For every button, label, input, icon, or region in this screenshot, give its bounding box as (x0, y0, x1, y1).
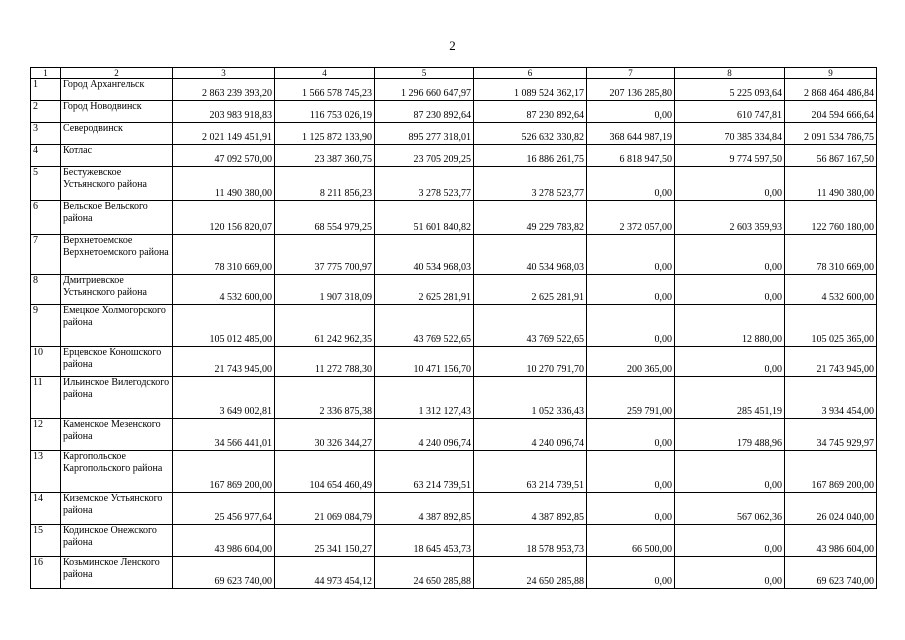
value-cell-col-3: 69 623 740,00 (173, 557, 275, 589)
value-cell-col-6: 4 240 096,74 (474, 419, 587, 451)
value-cell-col-9: 4 532 600,00 (785, 275, 877, 305)
municipality-name: Северодвинск (61, 123, 173, 145)
value-cell-col-9: 3 934 454,00 (785, 377, 877, 419)
value-cell-col-6: 18 578 953,73 (474, 525, 587, 557)
column-header-9: 9 (785, 68, 877, 79)
value-cell-col-7: 0,00 (587, 101, 675, 123)
value-cell-col-6: 40 534 968,03 (474, 235, 587, 275)
value-cell-col-7: 200 365,00 (587, 347, 675, 377)
value-cell-col-3: 47 092 570,00 (173, 145, 275, 167)
municipality-name: Киземское Устьянского района (61, 493, 173, 525)
row-number: 8 (31, 275, 61, 305)
value-cell-col-5: 87 230 892,64 (375, 101, 474, 123)
value-cell-col-5: 10 471 156,70 (375, 347, 474, 377)
value-cell-col-3: 105 012 485,00 (173, 305, 275, 347)
value-cell-col-5: 895 277 318,01 (375, 123, 474, 145)
municipality-name: Город Архангельск (61, 79, 173, 101)
value-cell-col-3: 43 986 604,00 (173, 525, 275, 557)
row-number: 1 (31, 79, 61, 101)
value-cell-col-9: 11 490 380,00 (785, 167, 877, 201)
value-cell-col-9: 34 745 929,97 (785, 419, 877, 451)
value-cell-col-5: 1 296 660 647,97 (375, 79, 474, 101)
value-cell-col-5: 4 387 892,85 (375, 493, 474, 525)
value-cell-col-5: 1 312 127,43 (375, 377, 474, 419)
value-cell-col-4: 11 272 788,30 (275, 347, 375, 377)
value-cell-col-6: 49 229 783,82 (474, 201, 587, 235)
row-number: 15 (31, 525, 61, 557)
column-header-6: 6 (474, 68, 587, 79)
value-cell-col-4: 104 654 460,49 (275, 451, 375, 493)
value-cell-col-7: 6 818 947,50 (587, 145, 675, 167)
municipality-name: Ерцевское Коношского района (61, 347, 173, 377)
value-cell-col-8: 9 774 597,50 (675, 145, 785, 167)
value-cell-col-8: 12 880,00 (675, 305, 785, 347)
value-cell-col-4: 1 566 578 745,23 (275, 79, 375, 101)
value-cell-col-5: 4 240 096,74 (375, 419, 474, 451)
value-cell-col-5: 51 601 840,82 (375, 201, 474, 235)
value-cell-col-5: 63 214 739,51 (375, 451, 474, 493)
municipality-name: Кодинское Онежского района (61, 525, 173, 557)
value-cell-col-9: 122 760 180,00 (785, 201, 877, 235)
value-cell-col-5: 2 625 281,91 (375, 275, 474, 305)
value-cell-col-6: 10 270 791,70 (474, 347, 587, 377)
value-cell-col-8: 70 385 334,84 (675, 123, 785, 145)
value-cell-col-7: 0,00 (587, 235, 675, 275)
municipality-name: Емецкое Холмогорского района (61, 305, 173, 347)
value-cell-col-5: 24 650 285,88 (375, 557, 474, 589)
value-cell-col-9: 69 623 740,00 (785, 557, 877, 589)
municipality-name: Вельское Вельского района (61, 201, 173, 235)
municipality-name: Ильинское Вилегодского района (61, 377, 173, 419)
value-cell-col-9: 167 869 200,00 (785, 451, 877, 493)
value-cell-col-3: 120 156 820,07 (173, 201, 275, 235)
value-cell-col-8: 0,00 (675, 347, 785, 377)
value-cell-col-4: 21 069 084,79 (275, 493, 375, 525)
value-cell-col-3: 2 863 239 393,20 (173, 79, 275, 101)
value-cell-col-8: 0,00 (675, 557, 785, 589)
row-number: 6 (31, 201, 61, 235)
budget-table (30, 67, 877, 589)
value-cell-col-7: 0,00 (587, 451, 675, 493)
value-cell-col-5: 23 705 209,25 (375, 145, 474, 167)
municipality-name: Каменское Мезенского района (61, 419, 173, 451)
row-number: 3 (31, 123, 61, 145)
table-row (31, 493, 877, 525)
value-cell-col-3: 167 869 200,00 (173, 451, 275, 493)
value-cell-col-4: 2 336 875,38 (275, 377, 375, 419)
value-cell-col-9: 105 025 365,00 (785, 305, 877, 347)
row-number: 2 (31, 101, 61, 123)
value-cell-col-9: 2 091 534 786,75 (785, 123, 877, 145)
value-cell-col-4: 1 125 872 133,90 (275, 123, 375, 145)
row-number: 7 (31, 235, 61, 275)
value-cell-col-6: 526 632 330,82 (474, 123, 587, 145)
value-cell-col-3: 2 021 149 451,91 (173, 123, 275, 145)
municipality-name: Каргопольское Каргопольского района (61, 451, 173, 493)
header-row (31, 68, 877, 79)
value-cell-col-7: 0,00 (587, 275, 675, 305)
value-cell-col-8: 610 747,81 (675, 101, 785, 123)
table-row (31, 347, 877, 377)
value-cell-col-8: 0,00 (675, 235, 785, 275)
value-cell-col-3: 78 310 669,00 (173, 235, 275, 275)
row-number: 4 (31, 145, 61, 167)
value-cell-col-7: 0,00 (587, 557, 675, 589)
value-cell-col-4: 44 973 454,12 (275, 557, 375, 589)
row-number: 14 (31, 493, 61, 525)
table-row (31, 419, 877, 451)
page-number: 2 (449, 38, 456, 53)
municipality-name: Бестужевское Устьянского района (61, 167, 173, 201)
value-cell-col-6: 24 650 285,88 (474, 557, 587, 589)
value-cell-col-4: 61 242 962,35 (275, 305, 375, 347)
value-cell-col-3: 3 649 002,81 (173, 377, 275, 419)
value-cell-col-4: 23 387 360,75 (275, 145, 375, 167)
row-number: 11 (31, 377, 61, 419)
municipality-name: Котлас (61, 145, 173, 167)
value-cell-col-9: 43 986 604,00 (785, 525, 877, 557)
table-row (31, 235, 877, 275)
value-cell-col-7: 0,00 (587, 493, 675, 525)
value-cell-col-9: 2 868 464 486,84 (785, 79, 877, 101)
table-row (31, 79, 877, 101)
value-cell-col-5: 3 278 523,77 (375, 167, 474, 201)
municipality-name: Дмитриевское Устьянского района (61, 275, 173, 305)
value-cell-col-9: 204 594 666,64 (785, 101, 877, 123)
table-row (31, 201, 877, 235)
table-row (31, 101, 877, 123)
row-number: 10 (31, 347, 61, 377)
value-cell-col-6: 1 052 336,43 (474, 377, 587, 419)
column-header-2: 2 (61, 68, 173, 79)
value-cell-col-8: 0,00 (675, 167, 785, 201)
table-row (31, 305, 877, 347)
value-cell-col-4: 30 326 344,27 (275, 419, 375, 451)
value-cell-col-9: 21 743 945,00 (785, 347, 877, 377)
row-number: 9 (31, 305, 61, 347)
value-cell-col-8: 285 451,19 (675, 377, 785, 419)
value-cell-col-8: 0,00 (675, 275, 785, 305)
value-cell-col-3: 25 456 977,64 (173, 493, 275, 525)
value-cell-col-3: 11 490 380,00 (173, 167, 275, 201)
column-header-5: 5 (375, 68, 474, 79)
value-cell-col-4: 25 341 150,27 (275, 525, 375, 557)
value-cell-col-3: 4 532 600,00 (173, 275, 275, 305)
value-cell-col-6: 87 230 892,64 (474, 101, 587, 123)
municipality-name: Верхнетоемское Верхнетоемского района (61, 235, 173, 275)
table-row (31, 145, 877, 167)
value-cell-col-8: 179 488,96 (675, 419, 785, 451)
value-cell-col-7: 259 791,00 (587, 377, 675, 419)
value-cell-col-7: 0,00 (587, 167, 675, 201)
value-cell-col-7: 368 644 987,19 (587, 123, 675, 145)
value-cell-col-9: 56 867 167,50 (785, 145, 877, 167)
value-cell-col-6: 2 625 281,91 (474, 275, 587, 305)
table-row (31, 557, 877, 589)
value-cell-col-7: 2 372 057,00 (587, 201, 675, 235)
value-cell-col-8: 2 603 359,93 (675, 201, 785, 235)
value-cell-col-4: 37 775 700,97 (275, 235, 375, 275)
row-number: 12 (31, 419, 61, 451)
value-cell-col-9: 78 310 669,00 (785, 235, 877, 275)
column-header-3: 3 (173, 68, 275, 79)
value-cell-col-6: 1 089 524 362,17 (474, 79, 587, 101)
table-row (31, 377, 877, 419)
table-row (31, 123, 877, 145)
table-row (31, 275, 877, 305)
value-cell-col-4: 8 211 856,23 (275, 167, 375, 201)
row-number: 16 (31, 557, 61, 589)
column-header-7: 7 (587, 68, 675, 79)
column-header-4: 4 (275, 68, 375, 79)
value-cell-col-5: 40 534 968,03 (375, 235, 474, 275)
value-cell-col-3: 21 743 945,00 (173, 347, 275, 377)
column-header-8: 8 (675, 68, 785, 79)
municipality-name: Козьминское Ленского района (61, 557, 173, 589)
value-cell-col-6: 3 278 523,77 (474, 167, 587, 201)
table-row (31, 167, 877, 201)
value-cell-col-7: 207 136 285,80 (587, 79, 675, 101)
table-row (31, 451, 877, 493)
value-cell-col-5: 18 645 453,73 (375, 525, 474, 557)
row-number: 13 (31, 451, 61, 493)
value-cell-col-7: 0,00 (587, 305, 675, 347)
value-cell-col-9: 26 024 040,00 (785, 493, 877, 525)
table-row (31, 525, 877, 557)
value-cell-col-7: 0,00 (587, 419, 675, 451)
value-cell-col-6: 63 214 739,51 (474, 451, 587, 493)
row-number: 5 (31, 167, 61, 201)
value-cell-col-4: 116 753 026,19 (275, 101, 375, 123)
value-cell-col-3: 203 983 918,83 (173, 101, 275, 123)
value-cell-col-7: 66 500,00 (587, 525, 675, 557)
value-cell-col-4: 68 554 979,25 (275, 201, 375, 235)
value-cell-col-8: 0,00 (675, 451, 785, 493)
value-cell-col-6: 16 886 261,75 (474, 145, 587, 167)
value-cell-col-8: 0,00 (675, 525, 785, 557)
column-header-1: 1 (31, 68, 61, 79)
value-cell-col-4: 1 907 318,09 (275, 275, 375, 305)
municipality-name: Город Новодвинск (61, 101, 173, 123)
value-cell-col-3: 34 566 441,01 (173, 419, 275, 451)
value-cell-col-8: 567 062,36 (675, 493, 785, 525)
table-body (31, 79, 877, 589)
value-cell-col-8: 5 225 093,64 (675, 79, 785, 101)
value-cell-col-6: 43 769 522,65 (474, 305, 587, 347)
value-cell-col-5: 43 769 522,65 (375, 305, 474, 347)
value-cell-col-6: 4 387 892,85 (474, 493, 587, 525)
